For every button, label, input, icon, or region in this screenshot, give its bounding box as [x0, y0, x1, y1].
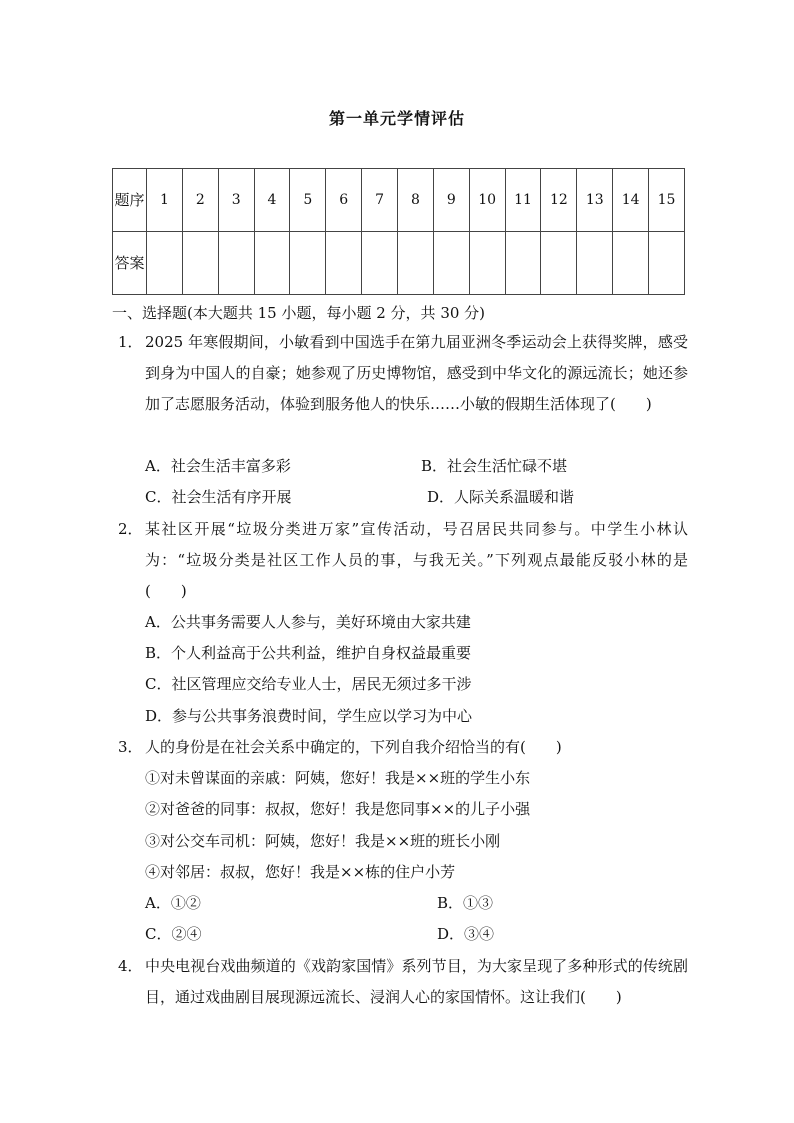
answer-table — [112, 168, 685, 295]
table-cell-number: 14 — [613, 169, 649, 232]
answer-cell[interactable] — [362, 232, 398, 295]
table-cell-number: 13 — [577, 169, 613, 232]
question-number: 4． — [118, 957, 143, 975]
question-3 — [118, 732, 688, 763]
table-cell-number: 10 — [469, 169, 505, 232]
option-b[interactable]: B．①③ — [437, 894, 494, 912]
statement-2: ②对爸爸的同事：叔叔，您好！我是您同事××的儿子小强 — [145, 800, 531, 818]
answer-cell[interactable] — [182, 232, 218, 295]
option-c[interactable]: C．②④ — [145, 925, 202, 943]
option-a[interactable]: A．社会生活丰富多彩 — [145, 457, 291, 475]
table-cell-number: 1 — [147, 169, 183, 232]
table-cell-number: 7 — [362, 169, 398, 232]
question-4 — [118, 951, 688, 1013]
option-c[interactable]: C．社区管理应交给专业人士，居民无须过多干涉 — [145, 675, 472, 693]
option-d[interactable]: D．参与公共事务浪费时间，学生应以学习为中心 — [145, 707, 473, 725]
option-b[interactable]: B．社会生活忙碌不堪 — [421, 457, 568, 475]
question-2 — [118, 514, 688, 607]
table-cell-number: 9 — [433, 169, 469, 232]
question-stem: 人的身份是在社会关系中确定的，下列自我介绍恰当的有( ) — [145, 738, 562, 756]
statement-3: ③对公交车司机：阿姨，您好！我是××班的班长小刚 — [145, 832, 501, 850]
question-number: 2． — [118, 520, 143, 538]
option-a[interactable]: A．公共事务需要人人参与，美好环境由大家共建 — [145, 613, 471, 631]
table-header-answer: 答案 — [113, 232, 147, 295]
table-cell-number: 12 — [541, 169, 577, 232]
question-stem: 2025 年寒假期间，小敏看到中国选手在第九届亚洲冬季运动会上获得奖牌，感受到身为中国人的自豪；她参观了历史博物馆，感受到中华文化的源远流长；她还参加了志愿服务活动，体验到服务他人的快乐……小敏的假期生活体现了( ) — [145, 333, 688, 413]
answer-cell[interactable] — [254, 232, 290, 295]
table-cell-number: 15 — [649, 169, 685, 232]
statement-1: ①对未曾谋面的亲戚：阿姨，您好！我是××班的学生小东 — [145, 769, 531, 787]
option-a[interactable]: A．①② — [145, 894, 201, 912]
option-d[interactable]: D．③④ — [437, 925, 495, 943]
page-title: 第一单元学情评估 — [328, 109, 465, 128]
answer-cell[interactable] — [147, 232, 183, 295]
option-c[interactable]: C．社会生活有序开展 — [145, 488, 292, 506]
answer-cell[interactable] — [541, 232, 577, 295]
answer-table-answer-row — [113, 232, 685, 295]
question-stem: 中央电视台戏曲频道的《戏韵家国情》系列节目，为大家呈现了多种形式的传统剧目，通过戏曲剧目展现源远流长、浸润人心的家国情怀。这让我们( ) — [145, 957, 688, 1006]
answer-cell[interactable] — [613, 232, 649, 295]
table-cell-number: 3 — [218, 169, 254, 232]
question-1 — [118, 327, 688, 420]
answer-cell[interactable] — [469, 232, 505, 295]
answer-cell[interactable] — [326, 232, 362, 295]
statement-4: ④对邻居：叔叔，您好！我是××栋的住户小芳 — [145, 863, 456, 881]
answer-cell[interactable] — [218, 232, 254, 295]
table-cell-number: 4 — [254, 169, 290, 232]
table-cell-number: 11 — [505, 169, 541, 232]
answer-cell[interactable] — [649, 232, 685, 295]
option-b[interactable]: B．个人利益高于公共利益，维护自身权益最重要 — [145, 644, 472, 662]
question-number: 1． — [118, 333, 143, 351]
answer-cell[interactable] — [577, 232, 613, 295]
option-d[interactable]: D．人际关系温暖和谐 — [427, 488, 575, 506]
answer-cell[interactable] — [398, 232, 434, 295]
question-stem: 某社区开展“垃圾分类进万家”宣传活动，号召居民共同参与。中学生小林认为：“垃圾分类是社区工作人员的事，与我无关。”下列观点最能反驳小林的是( ) — [145, 520, 688, 600]
question-number: 3． — [118, 738, 143, 756]
table-header-question-number: 题序 — [113, 169, 147, 232]
answer-cell[interactable] — [290, 232, 326, 295]
table-cell-number: 8 — [398, 169, 434, 232]
answer-cell[interactable] — [433, 232, 469, 295]
answer-table-number-row — [113, 169, 685, 232]
table-cell-number: 5 — [290, 169, 326, 232]
section-heading-multiple-choice: 一、选择题(本大题共 15 小题，每小题 2 分，共 30 分) — [112, 304, 486, 322]
table-cell-number: 2 — [182, 169, 218, 232]
answer-cell[interactable] — [505, 232, 541, 295]
table-cell-number: 6 — [326, 169, 362, 232]
